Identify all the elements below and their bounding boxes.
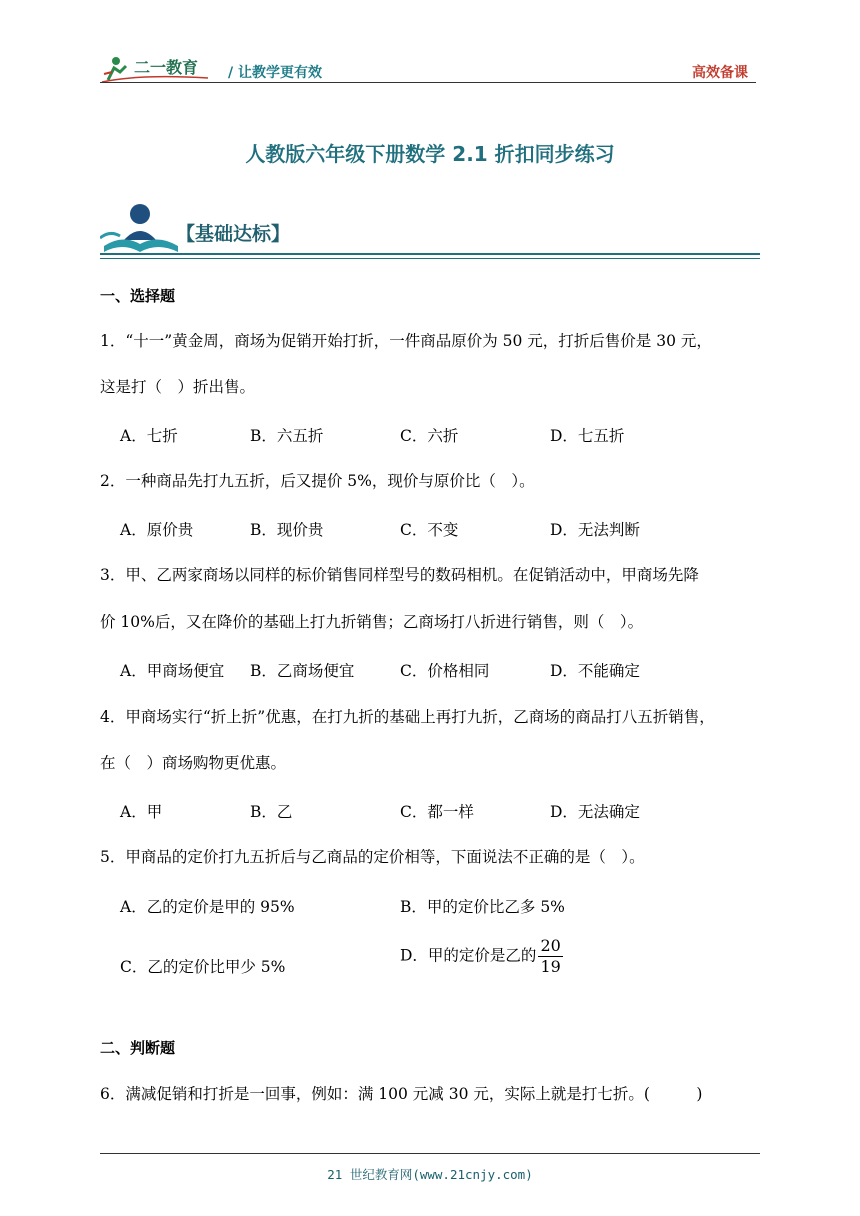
q3-option-b: B．乙商场便宜 xyxy=(250,662,355,680)
fraction xyxy=(538,936,562,977)
q3-option-c: C．价格相同 xyxy=(400,662,490,680)
question-1-text: 1．“十一”黄金周，商场为促销开始打折，一件商品原价为 50 元，打折后售价是 30 元， xyxy=(100,332,712,350)
q4-option-a: A．甲 xyxy=(120,803,163,821)
footer-divider xyxy=(100,1153,760,1154)
question-6-text: 6．满减促销和打折是一回事，例如：满 100 元减 30 元，实际上就是打七折。( ) xyxy=(100,1085,703,1103)
q3-option-d: D．不能确定 xyxy=(550,662,640,680)
q2-option-c: C．不变 xyxy=(400,521,459,539)
reader-book-icon xyxy=(100,200,180,256)
q4-option-c: C．都一样 xyxy=(400,803,474,821)
section-banner-title: 【基础达标】 xyxy=(176,223,291,245)
banner-divider xyxy=(100,253,760,255)
question-4-text-cont: 在（ ）商场购物更优惠。 xyxy=(100,754,287,772)
q5-option-d-label: D．甲的定价是乙的 xyxy=(400,946,537,965)
fraction-numerator: 20 xyxy=(540,936,561,955)
q4-option-d: D．无法确定 xyxy=(550,803,640,821)
svg-text:二一教育: 二一教育 xyxy=(134,58,199,77)
q5-option-d xyxy=(400,936,563,977)
question-1-text-cont: 这是打（ ）折出售。 xyxy=(100,378,256,396)
section-heading-choice: 一、选择题 xyxy=(100,287,176,305)
question-3-text: 3．甲、乙两家商场以同样的标价销售同样型号的数码相机。在促销活动中，甲商场先降 xyxy=(100,566,699,584)
question-4-text: 4．甲商场实行“折上折”优惠，在打九折的基础上再打九折，乙商场的商品打八五折销售， xyxy=(100,708,715,726)
q4-option-b: B．乙 xyxy=(250,803,293,821)
q1-option-d: D．七五折 xyxy=(550,427,625,445)
section-heading-judge: 二、判断题 xyxy=(100,1039,176,1057)
q5-option-b: B．甲的定价比乙多 5% xyxy=(400,898,565,916)
q2-option-b: B．现价贵 xyxy=(250,521,324,539)
q1-option-a: A．七折 xyxy=(120,427,178,445)
question-5-text: 5．甲商品的定价打九五折后与乙商品的定价相等，下面说法不正确的是（ ）。 xyxy=(100,848,645,866)
q5-option-c: C．乙的定价比甲少 5% xyxy=(120,958,286,976)
q1-option-c: C．六折 xyxy=(400,427,459,445)
fraction-denominator: 19 xyxy=(540,957,561,976)
q5-option-a: A．乙的定价是甲的 95% xyxy=(120,898,295,916)
banner-divider-thin xyxy=(100,258,760,259)
question-3-text-cont: 价 10%后，又在降价的基础上打九折销售；乙商场打八折进行销售，则（ ）。 xyxy=(100,613,644,631)
page-title: 人教版六年级下册数学 2.1 折扣同步练习 xyxy=(245,142,615,166)
q2-option-d: D．无法判断 xyxy=(550,521,640,539)
site-logo xyxy=(100,52,210,84)
header-slogan: / 让教学更有效 xyxy=(228,65,322,81)
header-divider xyxy=(100,82,756,83)
header-right-label: 高效备课 xyxy=(692,65,748,81)
q1-option-b: B．六五折 xyxy=(250,427,324,445)
q2-option-a: A．原价贵 xyxy=(120,521,194,539)
q3-option-a: A．甲商场便宜 xyxy=(120,662,225,680)
footer-text: 21 世纪教育网(www.21cnjy.com) xyxy=(327,1167,533,1182)
question-2-text: 2．一种商品先打九五折，后又提价 5%，现价与原价比（ ）。 xyxy=(100,472,535,490)
